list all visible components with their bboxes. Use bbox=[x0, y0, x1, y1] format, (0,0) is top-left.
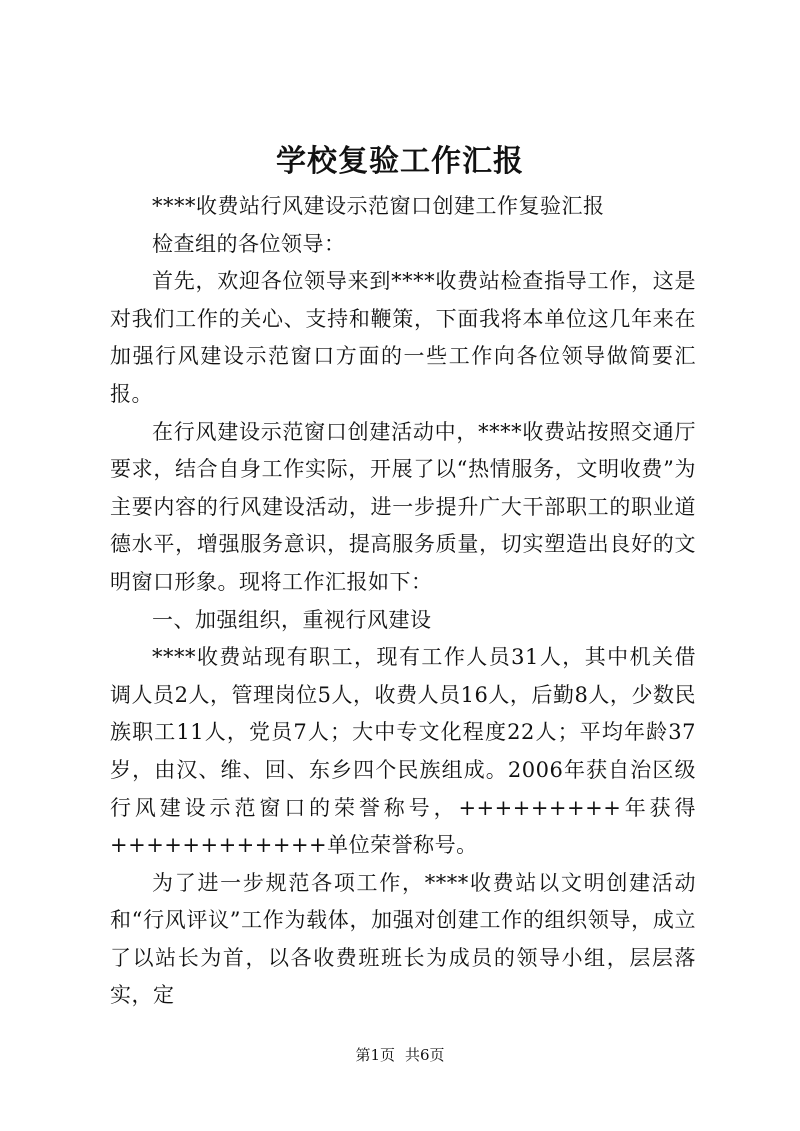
document-title: 学校复验工作汇报 bbox=[276, 144, 524, 179]
paragraph-staff: ****收费站现有职工，现有工作人员31人，其中机关借调人员2人，管理岗位5人，收费人员16人，后勤8人，少数民族职工11人，党员7人；大中专文化程度22人；平均年龄37岁，由汉、维、回、东乡四个民族组成。2006年获自治区级行风建设示范窗口的荣誉称号，+++++++++年获得++++++++++++单位荣誉称号。 bbox=[110, 645, 696, 858]
page-number: 第1页 bbox=[355, 1046, 395, 1064]
paragraph-intro: 首先，欢迎各位领导来到****收费站检查指导工作，这是对我们工作的关心、支持和鞭策，下面我将本单位这几年来在加强行风建设示范窗口方面的一些工作向各位领导做简要汇报。 bbox=[110, 269, 696, 406]
section-heading-1: 一、加强组织，重视行风建设 bbox=[152, 607, 432, 632]
page-total: 共6页 bbox=[405, 1046, 445, 1064]
paragraph-subtitle: ****收费站行风建设示范窗口创建工作复验汇报 bbox=[152, 194, 605, 218]
document-body bbox=[110, 188, 696, 1015]
paragraph-organization: 为了进一步规范各项工作，****收费站以文明创建活动和“行风评议”工作为载体，加强对创建工作的组织领导，成立了以站长为首，以各收费班班长为成员的领导小组，层层落实，定 bbox=[110, 870, 696, 1008]
paragraph-salutation: 检查组的各位领导： bbox=[152, 231, 346, 256]
paragraph-overview: 在行风建设示范窗口创建活动中，****收费站按照交通厅要求，结合自身工作实际，开展了以“热情服务，文明收费”为主要内容的行风建设活动，进一步提升广大干部职工的职业道德水平，增强服务意识，提高服务质量，切实塑造出良好的文明窗口形象。现将工作汇报如下： bbox=[110, 419, 696, 594]
page-footer bbox=[0, 1045, 800, 1065]
